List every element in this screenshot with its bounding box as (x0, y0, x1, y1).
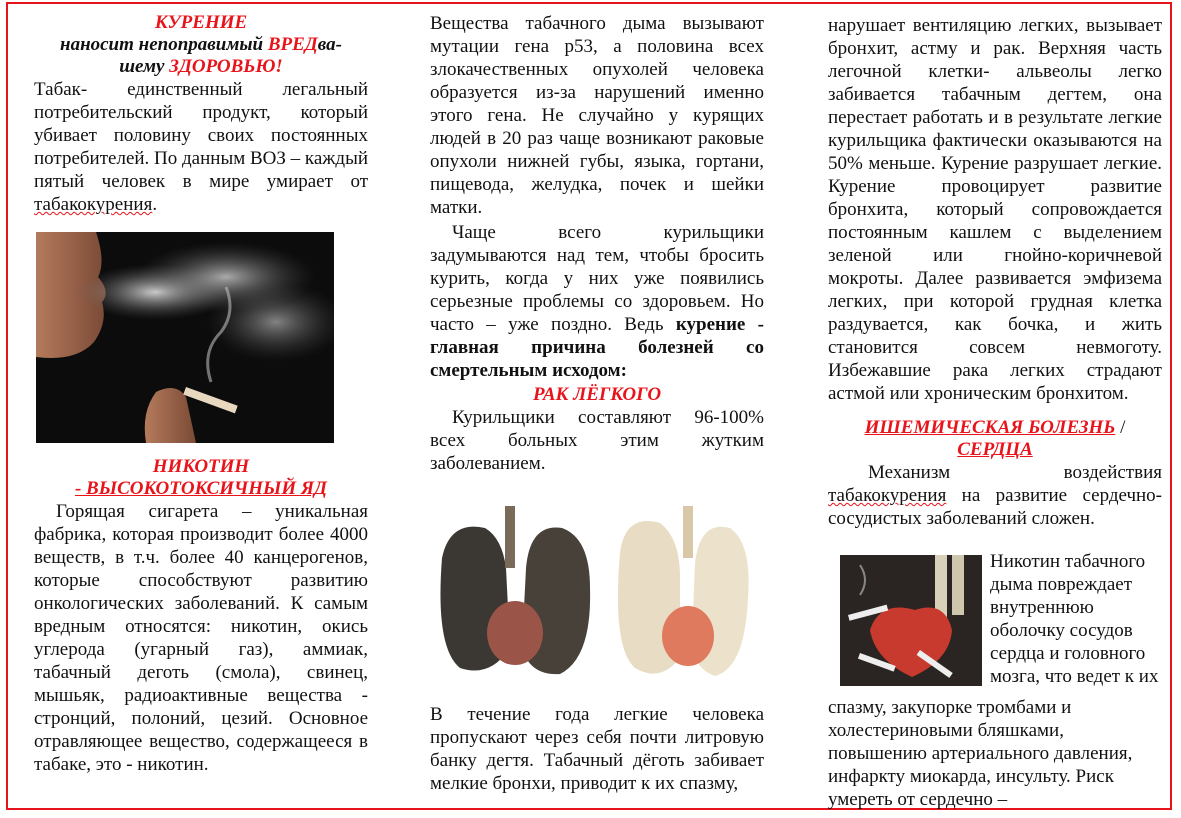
title-subline-2: шему ЗДОРОВЬЮ! (119, 56, 283, 77)
tar-paragraph: В течение года легкие человека пропускают через себя почти литровую банку дегтя. Табачный дёготь забивает мелкие бронхи, приводит к их спазму, (430, 704, 764, 794)
column-2-lower (430, 703, 764, 795)
column-1-lower (34, 456, 368, 776)
lung-cancer-paragraph: Курильщики составляют 96-100% всех больных этим жутким заболеванием. (430, 407, 764, 474)
heading-ischemic: ИШЕМИЧЕСКАЯ БОЛЕЗНЬ / (864, 417, 1126, 438)
heading-heart: СЕРДЦА (957, 439, 1033, 460)
title-smoking: КУРЕНИЕ (154, 12, 248, 33)
column-3-lower (828, 696, 1162, 811)
intro-paragraph: Табак- единственный легальный потребительский продукт, который убивает половину своих постоянных потребителей. По данным ВОЗ – каждый пятый человек в мире умирает от табакокурения. (34, 79, 369, 215)
quit-paragraph: Чаще всего курильщики задумываются над тем, чтобы бросить курить, когда у них уже появились серьезные проблемы со здоровьем. Но часто – уже поздно. Ведь курение - главная причина болезней со смертельным исходом: (430, 222, 765, 381)
column-2 (430, 12, 764, 475)
heart-cigarettes-image (840, 555, 982, 686)
smoking-man-photo (36, 232, 334, 443)
heading-lung-cancer: РАК ЛЁГКОГО (532, 384, 662, 405)
lungs-photo (430, 498, 758, 690)
lung-damage-paragraph: нарушает вентиляцию легких, вызывает бронхит, астму и рак. Верхняя часть легочной клетки- альвеолы легко забивается табачным дегтем, она перестает работать и в результате легкие курильщика фактически оказываются на 50% меньше. Курение разрушает легкие. Курение провоцирует развитие бронхита, который сопровождается постоянным кашлем с выделением зеленой или гнойно-коричневой мокроты. Далее развивается эмфизема легких, при которой грудная клетка раздувается, как бочка, и жить становится совсем невмоготу. Избежавшие рака легких страдают астмой или хроническим бронхитом. (828, 15, 1162, 404)
title-subline: наносит непоправимый ВРЕДва- (60, 34, 342, 55)
column-3-side (990, 550, 1162, 688)
mechanism-paragraph: Механизм воздействия табакокурения на развитие сердечно-сосудистых заболеваний сложен. (828, 462, 1162, 529)
nicotine-damage-rest: спазму, закупорке тромбами и холестериновыми бляшками, повышению артериального давления, инфаркту миокарда, инсульту. Риск умереть от сердечно – (828, 697, 1133, 810)
mutation-paragraph: Вещества табачного дыма вызывают мутации гена p53, а половина всех злокачественных опухолей человека образуется из-за нарушений именно этого гена. Не случайно у курящих людей в 20 раз чаще возникают раковые опухоли нижней губы, языка, гортани, пищевода, желудка, почек и шейки матки. (430, 13, 764, 218)
column-3 (828, 14, 1162, 530)
heading-toxic: - ВЫСОКОТОКСИЧНЫЙ ЯД (74, 478, 328, 499)
heading-nicotine: НИКОТИН (152, 456, 250, 477)
nicotine-paragraph: Горящая сигарета – уникальная фабрика, которая производит более 4000 веществ, в т.ч. более 40 канцерогенов, которые способствуют развитию онкологических заболеваний. К самым вредным относятся: никотин, окись углерода (угарный газ), аммиак, табачный деготь (смола), свинец, мышьяк, радиоактивные вещества - стронций, полоний, цезий. Основное отравляющее вещество, содержащееся в табаке, это - никотин. (34, 501, 368, 775)
column-1 (34, 12, 368, 216)
nicotine-damage-side: Никотин табачного дыма повреждает внутреннюю оболочку сосудов сердца и головного мозга, что ведет к их (990, 551, 1159, 687)
